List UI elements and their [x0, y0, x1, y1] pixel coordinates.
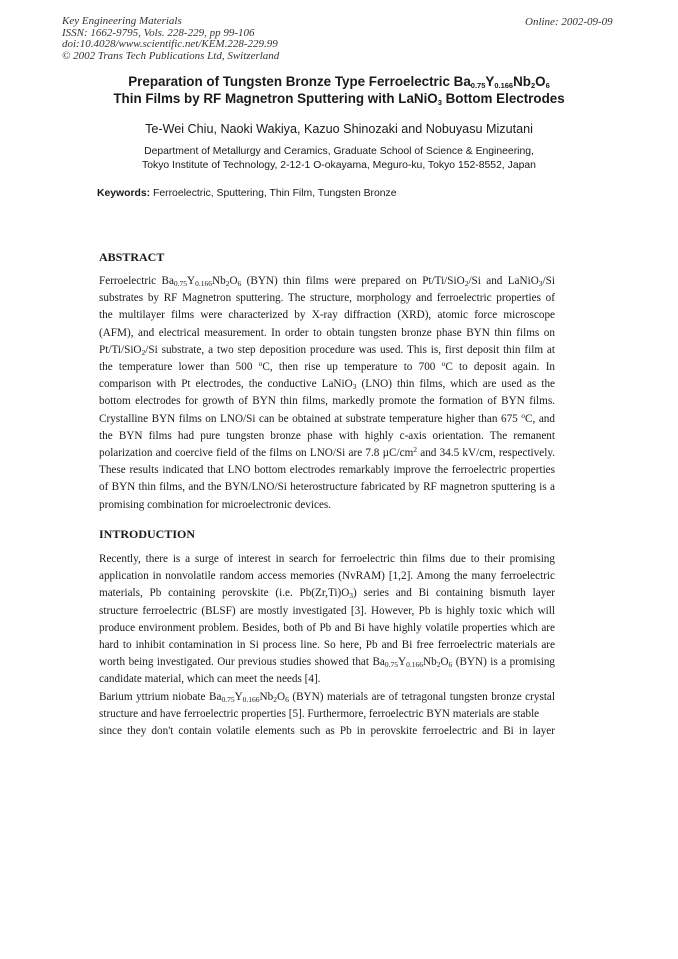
title-line-2: Thin Films by RF Magnetron Sputtering with LaNiO$_3$ Bottom Electrodes	[113, 90, 565, 107]
introduction-heading: INTRODUCTION	[99, 527, 196, 541]
abstract-body	[99, 273, 555, 514]
text-line: These results indicated that LNO bottom electrodes remarkably improve the ferroelectric properties	[99, 464, 555, 477]
journal-name: Key Engineering Materials	[62, 15, 182, 27]
publication-header	[62, 16, 279, 62]
abstract-heading: ABSTRACT	[99, 250, 165, 264]
issn-line: ISSN: 1662-9795, Vols. 228-229, pp 99-106	[62, 26, 255, 39]
introduction-body	[99, 551, 555, 740]
text-line: (AFM), and electrical measurement. In order to obtain tungsten bronze phase BYN thin films on	[99, 326, 555, 339]
keywords	[97, 188, 397, 199]
online-date: Online: 2002-09-09	[525, 16, 613, 28]
affiliation	[60, 145, 618, 172]
text-line: the BYN films had pure tungsten bronze phase with highly c-axis orientation. The remanent	[99, 429, 555, 442]
text-line: Ferroelectric $Ba_{0.75}Y_{0.166}Nb_2O_6$ (BYN) thin films were prepared on Pt/Ti/SiO$_2$/Si and LaNiO$_3$/Si	[99, 275, 555, 288]
text-line: structure ferroelectric (BLSF) are mostly investigated [3]. However, Pb is highly toxic which will	[99, 604, 555, 617]
text-line: bottom electrodes for growth of BYN thin films, markedly promote the formation of BYN films.	[99, 395, 555, 408]
text-line: substrates by RF Magnetron sputtering. The structure, morphology and ferroelectric properties of	[99, 292, 555, 305]
affiliation-line-1: Department of Metallurgy and Ceramics, Graduate School of Science & Engineering,	[144, 146, 534, 157]
text-line: Pt/Ti/SiO$_2$/Si substrate, a two step deposition procedure was used. This is, first deposit thin film at	[99, 343, 555, 357]
text-line: produce environment problem. Besides, both of Pb and Bi have highly volatile properties which are	[99, 621, 555, 634]
text-line: of BYN thin films, and the BYN/LNO/Si heterostructure fabricated by RF magnetron sputtering is a	[99, 481, 555, 494]
paper-title	[60, 74, 618, 107]
text-line: worth being investigated. Our previous studies showed that $Ba_{0.75}Y_{0.166}Nb_2O_6$ (BYN) is a promising	[99, 656, 556, 670]
text-line: since they don't contain volatile elements such as Pb in perovskite ferroelectric and Bi in layer	[99, 725, 555, 738]
affiliation-line-2: Tokyo Institute of Technology, 2-12-1 O-okayama, Meguro-ku, Tokyo 152-8552, Japan	[142, 159, 536, 171]
text-line: hard to inhibit contamination in Si process line. So here, Pb and Bi free ferroelectric materials are	[99, 639, 555, 652]
author-list: Te-Wei Chiu, Naoki Wakiya, Kazuo Shinozaki and Nobuyasu Mizutani	[145, 122, 533, 136]
text-line: promising combination for microelectronic devices.	[99, 498, 332, 511]
text-line: Recently, there is a surge of interest in search for ferroelectric thin films due to their promising	[99, 553, 555, 565]
text-line: structure and have ferroelectric properties [5]. Furthermore, ferroelectric BYN materials are stable	[99, 707, 540, 720]
text-line: the multilayer films were characterized by X-ray diffraction (XRD), atomic force microscope	[99, 309, 555, 322]
copyright-line: © 2002 Trans Tech Publications Ltd, Switzerland	[62, 49, 280, 62]
text-line: application in nonvolatile random access memories (NvRAM) [1,2]. Among the many ferroelectric	[99, 570, 555, 583]
title-line-1: Preparation of Tungsten Bronze Type Ferroelectric $Ba_{0.75}Y_{0.166}Nb_2O_6$	[128, 74, 550, 90]
text-line: the temperature lower than 500 $^o$C, then rise up temperature to 700 $^o$C to deposit again. In	[99, 359, 556, 374]
text-line: materials, Pb containing perovskite (i.e. $Pb(Zr,Ti)O_3$) series and Bi containing bismuth layer	[99, 587, 555, 601]
text-line: Barium yttrium niobate $Ba_{0.75}Y_{0.166}Nb_2O_6$ (BYN) materials are of tetragonal tungsten bronze crystal	[99, 690, 556, 704]
keywords-value: Ferroelectric, Sputtering, Thin Film, Tungsten Bronze	[150, 188, 397, 199]
doi-line[interactable]: doi:10.4028/www.scientific.net/KEM.228-229.99	[62, 38, 278, 51]
text-line: candidate material, which can meet the needs [4].	[99, 673, 321, 686]
text-line: comparison with Pt electrodes, the conductive LaNiO$_3$ (LNO) thin films, which are used as the	[99, 378, 556, 392]
keywords-label: Keywords:	[97, 188, 151, 199]
text-line: Crystalline BYN films on LNO/Si can be obtained at substrate temperature higher than 675 $^o$C, and	[99, 410, 555, 425]
text-line: polarization and coercive field of the films on LNO/Si are 7.8 $\mu C/cm^2$ and 34.5 kV/cm, respectively.	[99, 445, 555, 460]
